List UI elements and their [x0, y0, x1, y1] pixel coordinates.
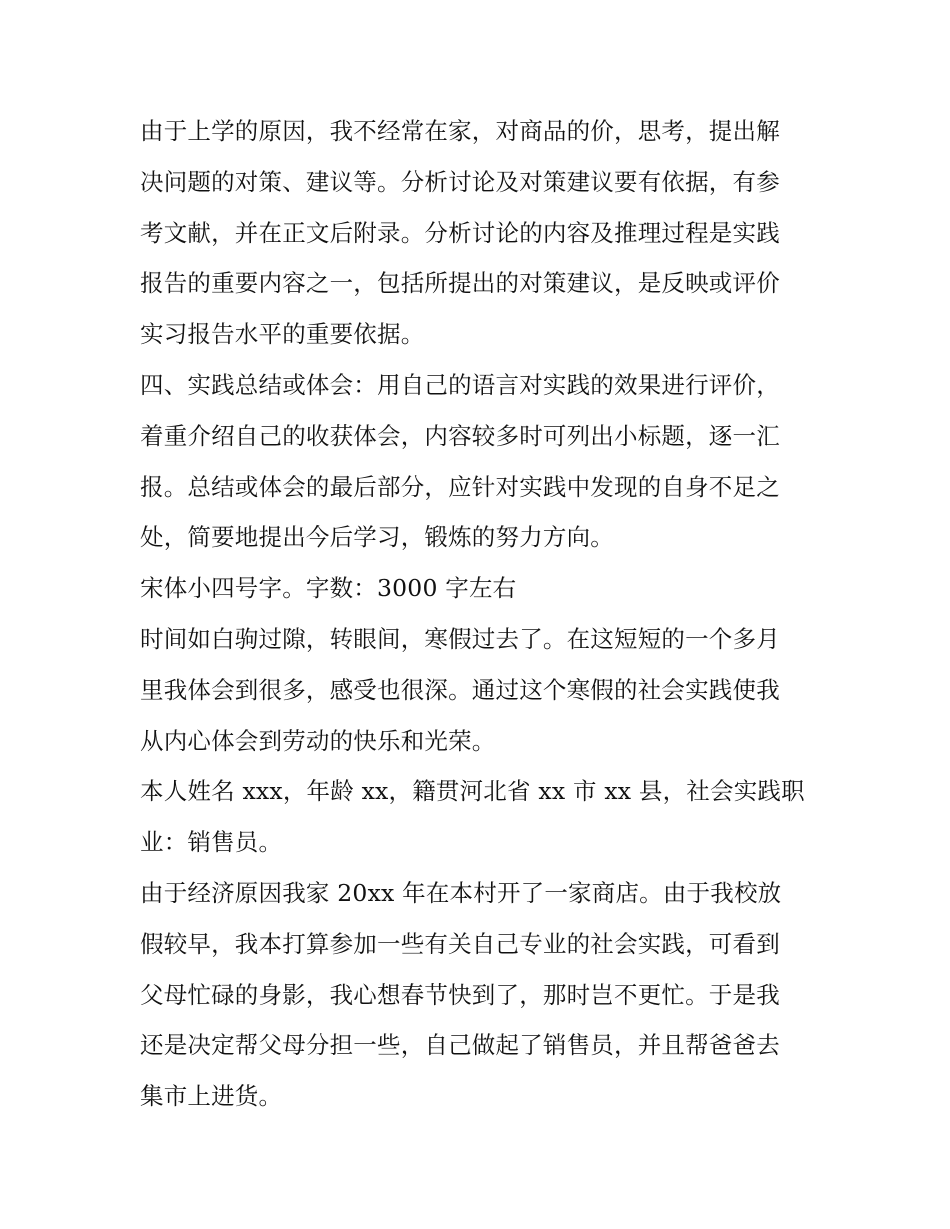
- paragraph-format-note: [140, 563, 820, 614]
- text-line: 假较早，我本打算参加一些有关自己专业的社会实践，可看到: [140, 929, 780, 958]
- text-line: 实习报告水平的重要依据。: [140, 320, 425, 349]
- text-line: 本人姓名 xxx，年龄 xx，籍贯河北省 xx 市 xx 县，社会实践职: [140, 777, 805, 806]
- paragraph-analysis: [140, 106, 820, 360]
- text-line: 决问题的对策、建议等。分析讨论及对策建议要有依据，有参: [140, 167, 780, 196]
- paragraph-background: [140, 868, 820, 1122]
- text-line: 由于经济原因我家 20xx 年在本村开了一家商店。由于我校放: [140, 878, 782, 907]
- text-line: 父母忙碌的身影，我心想春节快到了，那时岂不更忙。于是我: [140, 980, 780, 1009]
- text-line: 四、实践总结或体会：用自己的语言对实践的效果进行评价，: [140, 370, 780, 399]
- text-line: 宋体小四号字。字数：3000 字左右: [140, 574, 517, 603]
- text-line: 考文献，并在正文后附录。分析讨论的内容及推理过程是实践: [140, 218, 780, 247]
- text-line: 里我体会到很多，感受也很深。通过这个寒假的社会实践使我: [140, 675, 780, 704]
- text-line: 业：销售员。: [140, 828, 283, 857]
- text-line: 从内心体会到劳动的快乐和光荣。: [140, 726, 496, 755]
- text-line: 时间如白驹过隙，转眼间，寒假过去了。在这短短的一个多月: [140, 624, 780, 653]
- text-line: 报。总结或体会的最后部分，应针对实践中发现的自身不足之: [140, 472, 780, 501]
- paragraph-personal-info: [140, 766, 820, 868]
- text-line: 处，简要地提出今后学习，锻炼的努力方向。: [140, 523, 614, 552]
- document-body: [140, 106, 820, 1122]
- paragraph-summary: [140, 360, 820, 563]
- text-line: 报告的重要内容之一，包括所提出的对策建议，是反映或评价: [140, 269, 780, 298]
- paragraph-intro: [140, 614, 820, 766]
- text-line: 着重介绍自己的收获体会，内容较多时可列出小标题，逐一汇: [140, 421, 780, 450]
- text-line: 还是决定帮父母分担一些，自己做起了销售员，并且帮爸爸去: [140, 1031, 780, 1060]
- text-line: 集市上进货。: [140, 1082, 283, 1111]
- text-line: 由于上学的原因，我不经常在家，对商品的价，思考，提出解: [140, 117, 780, 145]
